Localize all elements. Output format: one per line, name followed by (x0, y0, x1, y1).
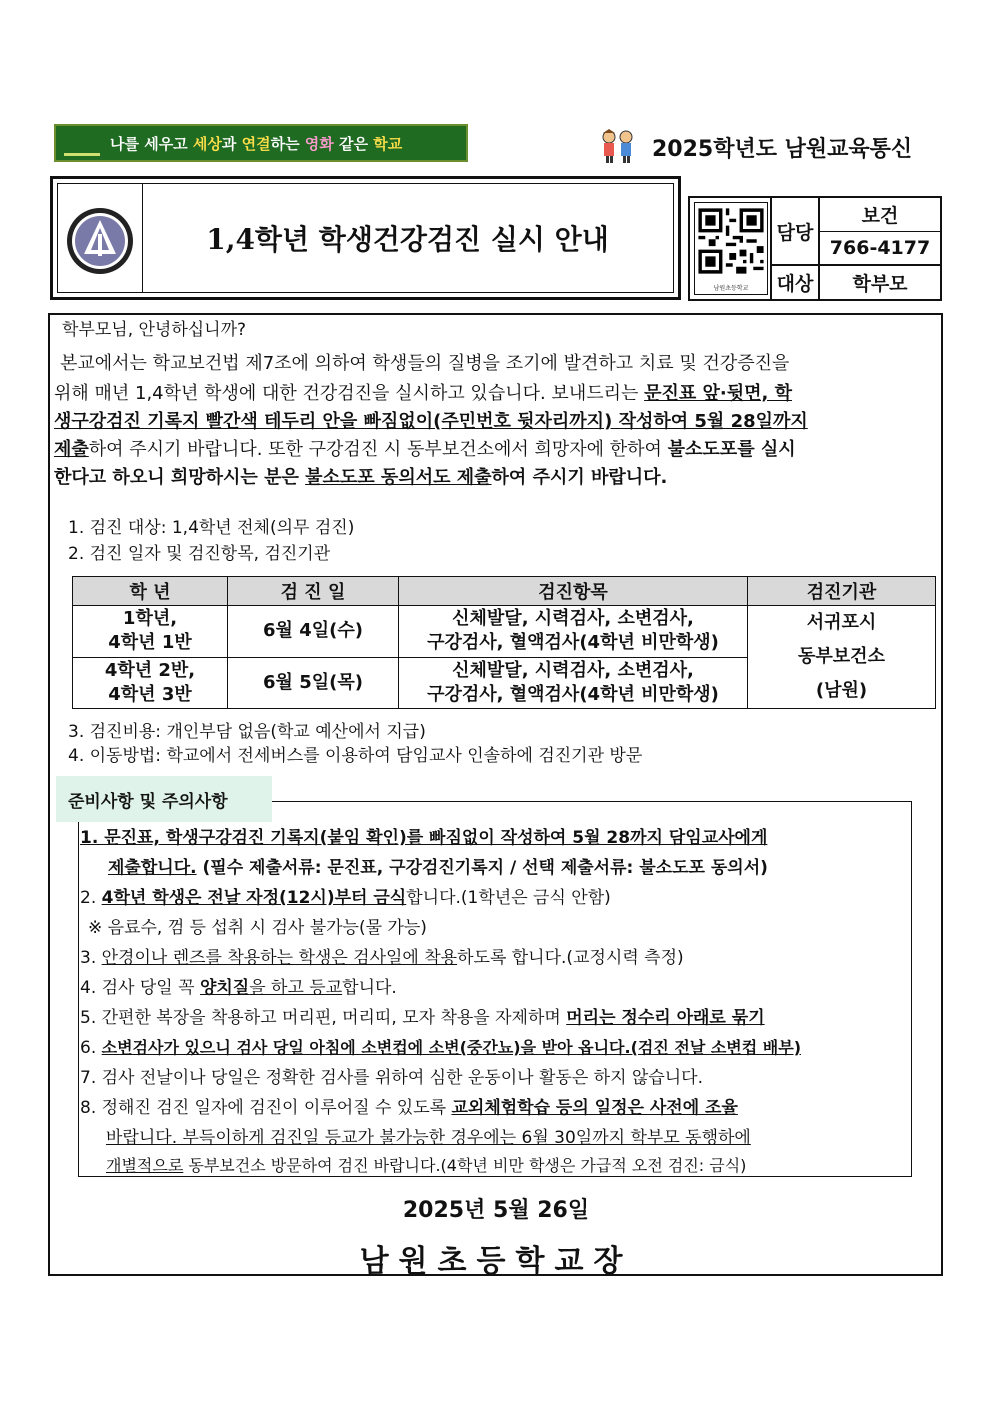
prep-item-5: 5. 간편한 복장을 착용하고 머리핀, 머리띠, 모자 착용을 자제하며 머리는 정수리 아래로 묶기 (80, 1008, 765, 1028)
manager-dept: 보건 (820, 198, 940, 232)
target-label: 대상 (772, 266, 820, 299)
school-logo (58, 184, 143, 292)
intro-line-3: 생구강검진 기록지 빨간색 테두리 안을 빠짐없이(주민번호 뒷자리까지) 작성하여 5월 28일까지 (54, 411, 808, 432)
list-item-3: 3. 검진비용: 개인부담 없음(학교 예산에서 지급) (68, 722, 426, 742)
manager-phone: 766-4177 (820, 232, 940, 266)
schedule-header-row (73, 577, 936, 606)
header-items: 검진항목 (399, 577, 748, 606)
greeting: 학부모님, 안녕하십니까? (62, 320, 247, 340)
prep-item-6: 6. 소변검사가 있으니 검사 당일 아침에 소변컵에 소변(중간뇨)을 받아 옵니다.(검진 전날 소변컵 배부) (80, 1038, 802, 1058)
contact-table (770, 198, 940, 299)
qr-code-icon (695, 205, 767, 277)
prep-item-8c: 개별적으로 동부보건소 방문하여 검진 바랍니다.(4학년 비만 학생은 가급적 오전 검진: 금식) (106, 1156, 747, 1175)
issue-date: 2025년 5월 26일 (402, 1198, 590, 1223)
header-date: 검 진 일 (228, 577, 399, 606)
list-item-2: 2. 검진 일자 및 검진항목, 검진기관 (68, 544, 331, 564)
manager-label: 담당 (772, 198, 820, 266)
target-value: 학부모 (852, 273, 908, 295)
school-motto-banner (54, 124, 468, 162)
prep-item-2: 2. 4학년 학생은 전날 자정(12시)부터 금식합니다.(1학년은 금식 안함) (80, 888, 611, 908)
date-cell: 6월 5일(목) (228, 657, 399, 709)
banner-decoration (64, 153, 100, 156)
children-icon (598, 128, 638, 164)
list-item-1: 1. 검진 대상: 1,4학년 전체(의무 검진) (68, 518, 355, 538)
grade-cell: 1학년, 4학년 1반 (73, 606, 228, 658)
qr-caption: 남원초등학교 (713, 285, 749, 292)
motto-text: 나를 세우고 세상과 연결하는 영화 같은 학교 (110, 134, 403, 153)
items-cell: 신체발달, 시력검사, 소변검사, 구강검사, 혈액검사(4학년 비만학생) (399, 606, 748, 658)
list-item-4: 4. 이동방법: 학교에서 전세버스를 이용하여 담임교사 인솔하에 검진기관 방문 (68, 746, 643, 766)
table-row (73, 606, 936, 658)
prep-item-8a: 8. 정해진 검진 일자에 검진이 이루어질 수 있도록 교외체험학습 등의 일정은 사전에 조율 (80, 1098, 738, 1118)
prep-item-1b: 제출합니다. (필수 제출서류: 문진표, 구강검진기록지 / 선택 제출서류: 불소도포 동의서) (108, 858, 768, 878)
intro-line-4: 제출하여 주시기 바랍니다. 또한 구강검진 시 동부보건소에서 희망자에 한하여 불소도포를 실시 (54, 439, 796, 460)
precautions-tag: 준비사항 및 주의사항 (56, 776, 272, 822)
prep-item-4: 4. 검사 당일 꼭 양치질을 하고 등교합니다. (80, 978, 397, 998)
newsletter-title: 2025학년도 남원교육통신 (652, 137, 913, 162)
org-cell: 서귀포시 동부보건소 (남원) (748, 606, 936, 709)
qr-code[interactable] (694, 202, 768, 295)
signer: 남원초등학교장 (359, 1244, 633, 1279)
school-emblem-icon (58, 184, 142, 298)
prep-item-3: 3. 안경이나 렌즈를 착용하는 학생은 검사일에 착용하도록 합니다.(교정시력 측정) (80, 948, 684, 968)
title-inner (57, 183, 674, 293)
intro-line-2: 위해 매년 1,4학년 학생에 대한 건강검진을 실시하고 있습니다. 보내드리는 문진표 앞·뒷면, 학 (54, 383, 793, 404)
prep-item-2-note: ※ 음료수, 껌 등 섭취 시 검사 불가능(물 가능) (88, 918, 427, 938)
contact-info-box (688, 196, 942, 301)
title-box (50, 176, 681, 300)
document-title: 1,4학년 학생건강검진 실시 안내 (206, 223, 609, 256)
grade-cell: 4학년 2반, 4학년 3반 (73, 657, 228, 709)
intro-line-1: 본교에서는 학교보건법 제7조에 의하여 학생들의 질병을 조기에 발견하고 치료 및 건강증진을 (60, 353, 790, 374)
schedule-table (72, 576, 936, 709)
header-org: 검진기관 (748, 577, 936, 606)
intro-line-5: 한다고 하오니 희망하시는 분은 불소도포 동의서도 제출하여 주시기 바랍니다. (54, 467, 668, 488)
prep-item-7: 7. 검사 전날이나 당일은 정확한 검사를 위하여 심한 운동이나 활동은 하지 않습니다. (80, 1068, 703, 1088)
prep-item-8b: 바랍니다. 부득이하게 검진일 등교가 불가능한 경우에는 6월 30일까지 학부모 동행하에 (106, 1128, 751, 1148)
header-grade: 학 년 (73, 577, 228, 606)
prep-item-1a: 1. 문진표, 학생구강검진 기록지(붙임 확인)를 빠짐없이 작성하여 5월 28까지 담임교사에게 (80, 828, 768, 848)
items-cell: 신체발달, 시력검사, 소변검사, 구강검사, 혈액검사(4학년 비만학생) (399, 657, 748, 709)
date-cell: 6월 4일(수) (228, 606, 399, 658)
